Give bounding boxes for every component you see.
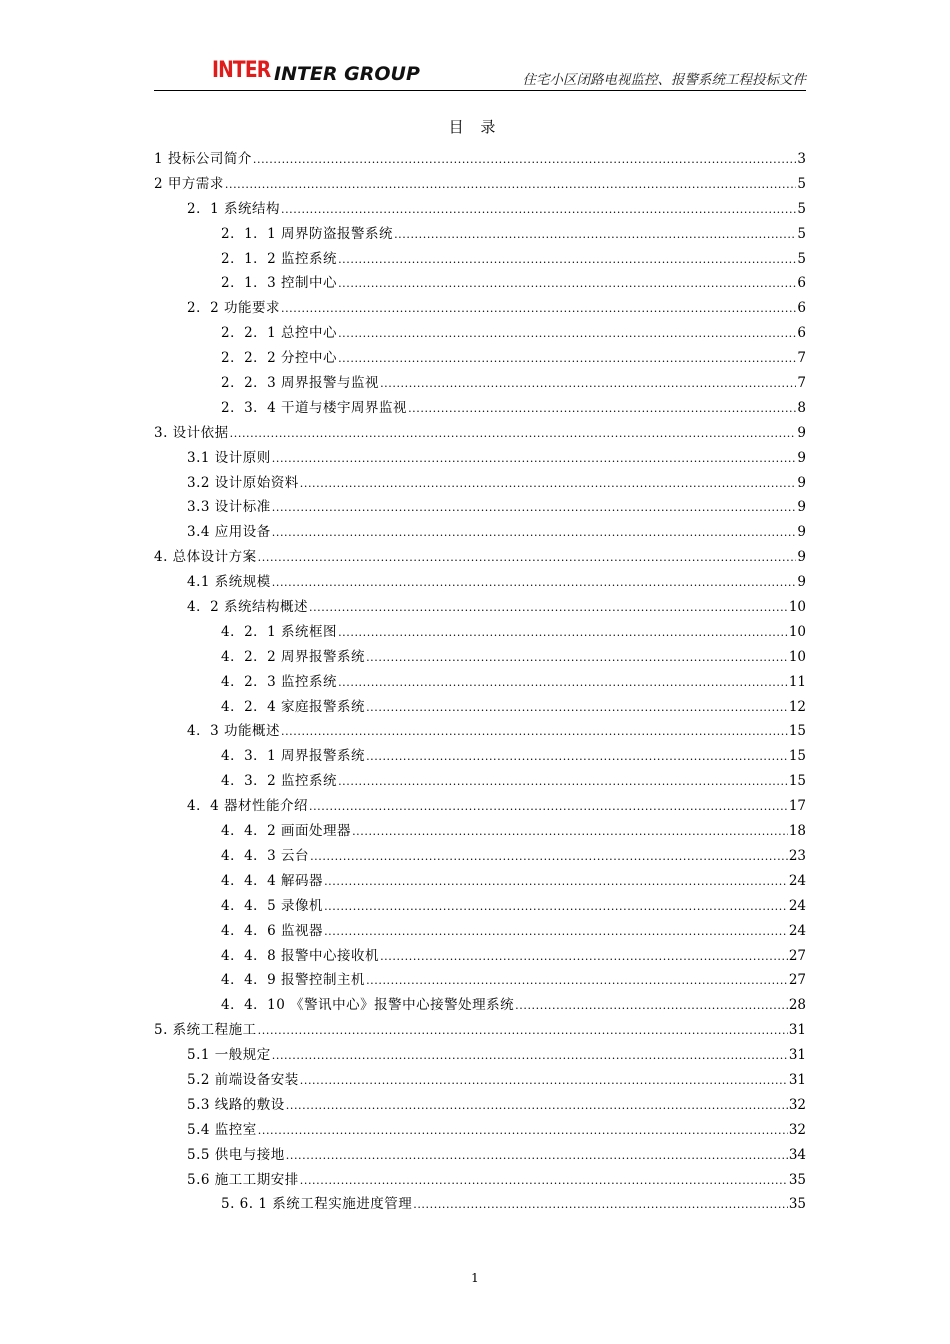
toc-entry-page: 7 bbox=[797, 375, 806, 392]
toc-dot-leader bbox=[352, 825, 788, 838]
toc-entry-page: 28 bbox=[788, 997, 806, 1014]
toc-entry-label: 5.3 线路的敷设 bbox=[187, 1096, 285, 1113]
toc-dot-leader bbox=[380, 377, 796, 390]
toc-entry[interactable] bbox=[154, 520, 806, 545]
toc-dot-leader bbox=[272, 452, 797, 465]
toc-dot-leader bbox=[281, 725, 788, 738]
toc-entry-page: 12 bbox=[788, 698, 806, 715]
toc-entry-page: 24 bbox=[788, 897, 806, 914]
toc-entry-page: 15 bbox=[788, 773, 806, 790]
company-name: INTER GROUP bbox=[274, 63, 420, 85]
document-title: 住宅小区闭路电视监控、报警系统工程投标文件 bbox=[522, 72, 806, 88]
toc-entry[interactable] bbox=[154, 147, 806, 172]
toc-entry[interactable] bbox=[154, 321, 806, 346]
toc-entry-label: 5.1 一般规定 bbox=[187, 1047, 271, 1064]
toc-entry-label: 5. 6. 1 系统工程实施进度管理 bbox=[221, 1196, 413, 1213]
toc-entry-page: 15 bbox=[788, 748, 806, 765]
toc-entry-page: 31 bbox=[788, 1047, 806, 1064]
toc-entry[interactable] bbox=[154, 1068, 806, 1093]
toc-dot-leader bbox=[253, 153, 797, 166]
toc-entry-label: 4.1 系统规模 bbox=[187, 574, 271, 591]
toc-entry[interactable] bbox=[154, 993, 806, 1018]
toc-entry[interactable] bbox=[154, 894, 806, 919]
toc-dot-leader bbox=[281, 302, 796, 315]
toc-dot-leader bbox=[310, 850, 788, 863]
toc-entry-page: 5 bbox=[797, 225, 806, 242]
toc-entry[interactable] bbox=[154, 396, 806, 421]
toc-entry-label: 5.4 监控室 bbox=[187, 1121, 257, 1138]
toc-entry-page: 3 bbox=[797, 151, 806, 167]
toc-entry-label: 4．2．2 周界报警系统 bbox=[221, 648, 366, 665]
toc-entry[interactable] bbox=[154, 172, 806, 197]
toc-dot-leader bbox=[515, 999, 788, 1012]
toc-dot-leader bbox=[366, 651, 788, 664]
toc-entry-label: 3. 设计依据 bbox=[154, 424, 229, 441]
toc-dot-leader bbox=[338, 253, 796, 266]
toc-entry-label: 2 甲方需求 bbox=[154, 175, 224, 192]
toc-entry-label: 2．2 功能要求 bbox=[187, 300, 280, 317]
toc-entry[interactable] bbox=[154, 222, 806, 247]
toc-entry[interactable] bbox=[154, 620, 806, 645]
toc-entry-page: 10 bbox=[788, 623, 806, 640]
toc-entry-page: 17 bbox=[788, 798, 806, 815]
toc-dot-leader bbox=[286, 1149, 788, 1162]
toc-entry[interactable] bbox=[154, 296, 806, 321]
toc-entry-label: 2．3．4 干道与楼宇周界监视 bbox=[221, 399, 408, 416]
toc-entry-page: 5 bbox=[797, 175, 806, 192]
toc-dot-leader bbox=[225, 178, 797, 191]
toc-entry-label: 2．1 系统结构 bbox=[187, 200, 280, 217]
toc-entry[interactable] bbox=[154, 744, 806, 769]
toc-dot-leader bbox=[324, 925, 788, 938]
toc-entry[interactable] bbox=[154, 919, 806, 944]
toc-dot-leader bbox=[286, 1099, 788, 1112]
toc-entry-label: 3.1 设计原则 bbox=[187, 449, 271, 466]
toc-dot-leader bbox=[338, 676, 788, 689]
toc-entry[interactable] bbox=[154, 819, 806, 844]
toc-entry-label: 2．1．2 监控系统 bbox=[221, 250, 338, 267]
toc-entry-label: 5. 系统工程施工 bbox=[154, 1022, 257, 1039]
toc-entry-page: 32 bbox=[788, 1121, 806, 1138]
toc-dot-leader bbox=[380, 950, 788, 963]
toc-dot-leader bbox=[366, 974, 788, 987]
toc-entry[interactable] bbox=[154, 197, 806, 222]
toc-entry-page: 9 bbox=[797, 424, 806, 441]
toc-entry-page: 27 bbox=[788, 947, 806, 964]
toc-entry-label: 2．2．1 总控中心 bbox=[221, 325, 338, 342]
toc-entry[interactable] bbox=[154, 346, 806, 371]
toc-entry[interactable] bbox=[154, 271, 806, 296]
toc-entry[interactable] bbox=[154, 844, 806, 869]
toc-entry-page: 9 bbox=[797, 449, 806, 466]
toc-entry-page: 6 bbox=[797, 300, 806, 317]
toc-dot-leader bbox=[338, 327, 796, 340]
toc-entry[interactable] bbox=[154, 944, 806, 969]
toc-entry-page: 35 bbox=[788, 1171, 806, 1188]
toc-entry-label: 5.6 施工工期安排 bbox=[187, 1171, 299, 1188]
toc-entry[interactable] bbox=[154, 371, 806, 396]
toc-entry-label: 2．2．2 分控中心 bbox=[221, 350, 338, 367]
toc-dot-leader bbox=[366, 701, 788, 714]
toc-dot-leader bbox=[338, 277, 796, 290]
toc-entry-page: 10 bbox=[788, 648, 806, 665]
company-logo: INTER bbox=[212, 58, 271, 83]
toc-entry-page: 18 bbox=[788, 823, 806, 840]
toc-entry[interactable] bbox=[154, 1018, 806, 1043]
toc-entry-label: 3.2 设计原始资料 bbox=[187, 474, 299, 491]
toc-dot-leader bbox=[258, 1024, 788, 1037]
toc-entry[interactable] bbox=[154, 570, 806, 595]
toc-entry-label: 5.2 前端设备安装 bbox=[187, 1071, 299, 1088]
toc-entry-page: 10 bbox=[788, 599, 806, 616]
toc-entry[interactable] bbox=[154, 695, 806, 720]
toc-entry-page: 35 bbox=[788, 1196, 806, 1213]
toc-dot-leader bbox=[258, 1124, 788, 1137]
toc-entry-label: 3.3 设计标准 bbox=[187, 499, 271, 516]
toc-entry-page: 11 bbox=[788, 673, 806, 690]
toc-heading: 目 录 bbox=[448, 118, 502, 136]
toc-entry-label: 4．4．2 画面处理器 bbox=[221, 823, 352, 840]
toc-entry-label: 4．2．1 系统框图 bbox=[221, 623, 338, 640]
toc-entry-label: 4．2 系统结构概述 bbox=[187, 599, 308, 616]
toc-entry[interactable] bbox=[154, 1093, 806, 1118]
toc-entry-label: 4．4．9 报警控制主机 bbox=[221, 972, 366, 989]
toc-entry-page: 8 bbox=[797, 399, 806, 416]
toc-entry-page: 24 bbox=[788, 872, 806, 889]
toc-entry-page: 9 bbox=[797, 499, 806, 516]
toc-entry-label: 4．2．4 家庭报警系统 bbox=[221, 698, 366, 715]
toc-entry[interactable] bbox=[154, 545, 806, 570]
toc-entry[interactable] bbox=[154, 446, 806, 471]
toc-dot-leader bbox=[324, 875, 788, 888]
toc-entry-label: 1 投标公司简介 bbox=[154, 151, 252, 167]
toc-entry-page: 9 bbox=[797, 474, 806, 491]
toc-entry-label: 4. 总体设计方案 bbox=[154, 549, 257, 566]
toc-dot-leader bbox=[272, 501, 797, 514]
toc-dot-leader bbox=[281, 203, 796, 216]
toc-entry-page: 5 bbox=[797, 250, 806, 267]
toc-entry-page: 34 bbox=[788, 1146, 806, 1163]
toc-entry[interactable] bbox=[154, 1043, 806, 1068]
toc-entry[interactable] bbox=[154, 869, 806, 894]
toc-entry-page: 6 bbox=[797, 275, 806, 292]
toc-entry[interactable] bbox=[154, 595, 806, 620]
toc-dot-leader bbox=[366, 750, 788, 763]
toc-entry-page: 6 bbox=[797, 325, 806, 342]
toc-entry[interactable] bbox=[154, 968, 806, 993]
toc-dot-leader bbox=[413, 1198, 788, 1211]
toc-entry-page: 31 bbox=[788, 1022, 806, 1039]
toc-entry-label: 4．4．6 监视器 bbox=[221, 922, 324, 939]
toc-entry-label: 2．1．3 控制中心 bbox=[221, 275, 338, 292]
toc-entry-label: 2．2．3 周界报警与监视 bbox=[221, 375, 380, 392]
toc-entry-label: 4．2．3 监控系统 bbox=[221, 673, 338, 690]
toc-dot-leader bbox=[272, 1049, 788, 1062]
toc-entry[interactable] bbox=[154, 769, 806, 794]
toc-entry-page: 32 bbox=[788, 1096, 806, 1113]
toc-entry-label: 5.5 供电与接地 bbox=[187, 1146, 285, 1163]
toc-entry-label: 4．4．4 解码器 bbox=[221, 872, 324, 889]
toc-entry-label: 4．4．5 录像机 bbox=[221, 897, 324, 914]
toc-entry[interactable] bbox=[154, 794, 806, 819]
toc-entry-label: 4．4．3 云台 bbox=[221, 847, 310, 864]
toc-dot-leader bbox=[309, 800, 788, 813]
toc-dot-leader bbox=[338, 352, 796, 365]
table-of-contents bbox=[154, 147, 806, 1217]
toc-entry[interactable] bbox=[154, 1168, 806, 1193]
toc-entry[interactable] bbox=[154, 1143, 806, 1168]
toc-entry-page: 9 bbox=[797, 549, 806, 566]
toc-entry[interactable] bbox=[154, 471, 806, 496]
toc-entry-label: 4．4．10 《警讯中心》报警中心接警处理系统 bbox=[221, 997, 515, 1014]
toc-entry-label: 4．3．2 监控系统 bbox=[221, 773, 338, 790]
toc-entry-label: 2．1．1 周界防盗报警系统 bbox=[221, 225, 394, 242]
toc-entry[interactable] bbox=[154, 1192, 806, 1217]
toc-entry-page: 5 bbox=[797, 200, 806, 217]
toc-entry[interactable] bbox=[154, 421, 806, 446]
toc-dot-leader bbox=[300, 477, 797, 490]
toc-dot-leader bbox=[309, 601, 788, 614]
toc-dot-leader bbox=[272, 576, 797, 589]
page-header bbox=[154, 58, 806, 91]
page-number: 1 bbox=[471, 1271, 479, 1285]
toc-entry-page: 23 bbox=[788, 847, 806, 864]
toc-entry[interactable] bbox=[154, 1118, 806, 1143]
toc-dot-leader bbox=[300, 1174, 788, 1187]
toc-entry-label: 4．3 功能概述 bbox=[187, 723, 280, 740]
toc-entry-label: 4．3．1 周界报警系统 bbox=[221, 748, 366, 765]
toc-dot-leader bbox=[324, 900, 788, 913]
toc-dot-leader bbox=[300, 1074, 788, 1087]
toc-entry-page: 27 bbox=[788, 972, 806, 989]
toc-entry-label: 3.4 应用设备 bbox=[187, 524, 271, 541]
toc-entry-label: 4．4．8 报警中心接收机 bbox=[221, 947, 380, 964]
toc-entry[interactable] bbox=[154, 670, 806, 695]
toc-dot-leader bbox=[258, 551, 797, 564]
toc-dot-leader bbox=[230, 427, 797, 440]
toc-entry-page: 7 bbox=[797, 350, 806, 367]
toc-entry-page: 31 bbox=[788, 1071, 806, 1088]
toc-entry-page: 9 bbox=[797, 574, 806, 591]
toc-dot-leader bbox=[338, 626, 788, 639]
toc-dot-leader bbox=[408, 402, 796, 415]
toc-entry[interactable] bbox=[154, 247, 806, 272]
toc-dot-leader bbox=[394, 228, 796, 241]
toc-entry-page: 9 bbox=[797, 524, 806, 541]
toc-entry[interactable] bbox=[154, 645, 806, 670]
toc-entry[interactable] bbox=[154, 719, 806, 744]
toc-dot-leader bbox=[272, 526, 797, 539]
toc-entry-page: 15 bbox=[788, 723, 806, 740]
toc-entry[interactable] bbox=[154, 495, 806, 520]
toc-entry-label: 4．4 器材性能介绍 bbox=[187, 798, 308, 815]
toc-dot-leader bbox=[338, 775, 788, 788]
toc-entry-page: 24 bbox=[788, 922, 806, 939]
